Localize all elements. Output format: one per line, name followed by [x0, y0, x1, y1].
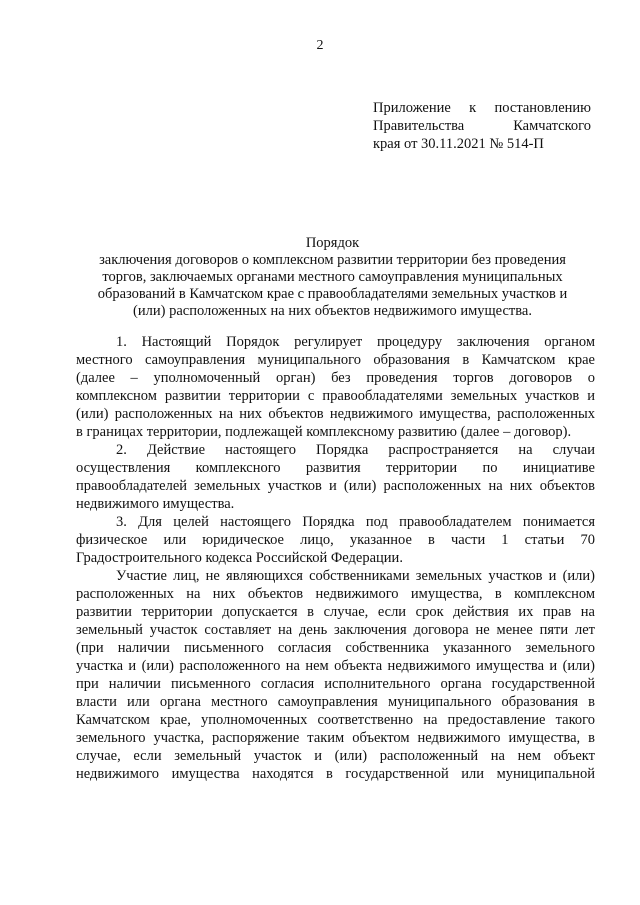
paragraph-line: Участие лиц, не являющихся собственниками земельных участков и (или) [116, 568, 595, 584]
paragraph-3 [76, 513, 595, 567]
paragraph-line: (далее – уполномоченный орган) без проведения торгов договоров о [76, 370, 595, 386]
title-line: торгов, заключаемых органами местного самоуправления муниципальных [102, 269, 563, 285]
paragraph-line: правообладателей земельных участков и (или) расположенных на них объектов [76, 478, 595, 494]
paragraph-line: власти или органа местного самоуправления муниципального образования в [76, 694, 595, 710]
paragraph-line: местного самоуправления муниципального образования в Камчатском крае [76, 352, 595, 368]
paragraph-line: (при наличии письменного согласия собственника указанного земельного [76, 640, 595, 656]
appendix-line: края от 30.11.2021 № 514-П [373, 136, 544, 152]
paragraph-1 [76, 333, 595, 441]
paragraph-line: участка и (или) расположенного на нем объекта недвижимого имущества и (или) [76, 658, 595, 674]
paragraph-4 [76, 567, 595, 783]
paragraph-line: в границах территории, подлежащей комплексному развитию (далее – договор). [76, 424, 572, 440]
paragraph-line: физическое или юридическое лицо, указанное в части 1 статьи 70 [76, 532, 595, 548]
appendix-line: Правительства Камчатского [373, 118, 591, 134]
paragraph-2 [76, 441, 595, 513]
paragraph-line: комплексном развитии территории с правообладателями земельных участков и [76, 388, 595, 404]
title-line: (или) расположенных на них объектов недвижимого имущества. [133, 303, 532, 319]
appendix-reference [373, 99, 591, 153]
paragraph-line: недвижимого имущества. [76, 496, 235, 512]
paragraph-line: случае, если земельный участок и (или) расположенный на нем объект [76, 748, 595, 764]
paragraph-line: при наличии письменного согласия исполнительного органа государственной [76, 676, 595, 692]
title-line: заключения договоров о комплексном развитии территории без проведения [99, 252, 566, 268]
paragraph-line: (или) расположенных на них объектов недвижимого имущества, расположенных [76, 406, 595, 422]
appendix-line: Приложение к постановлению [373, 100, 591, 116]
paragraph-line: 1. Настоящий Порядок регулирует процедуру заключения органом [116, 334, 595, 350]
paragraph-line: Градостроительного кодекса Российской Федерации. [76, 550, 403, 566]
paragraph-line: земельный участок составляет на день заключения договора не менее пяти лет [76, 622, 595, 638]
title-line: образований в Камчатском крае с правообладателями земельных участков и [97, 286, 568, 302]
paragraph-line: развитии территории допускается в случае, если срок действия их прав на [76, 604, 595, 620]
paragraph-line: земельного участка, распоряжение таким объектом недвижимого имущества, в [76, 730, 595, 746]
document-title [70, 235, 595, 320]
document-body [76, 333, 595, 783]
page-number: 2 [316, 38, 324, 53]
paragraph-line: расположенных на них объектов недвижимого имущества, в комплексном [76, 586, 595, 602]
paragraph-line: 2. Действие настоящего Порядка распространяется на случаи [116, 442, 595, 458]
paragraph-line: Камчатском крае, уполномоченных соответственно на предоставление такого [76, 712, 595, 728]
paragraph-line: 3. Для целей настоящего Порядка под правообладателем понимается [116, 514, 595, 530]
title-heading: Порядок [305, 235, 360, 251]
paragraph-line: осуществления комплексного развития территории по инициативе [76, 460, 595, 476]
paragraph-line: недвижимого имущества находятся в государственной или муниципальной [76, 766, 595, 782]
